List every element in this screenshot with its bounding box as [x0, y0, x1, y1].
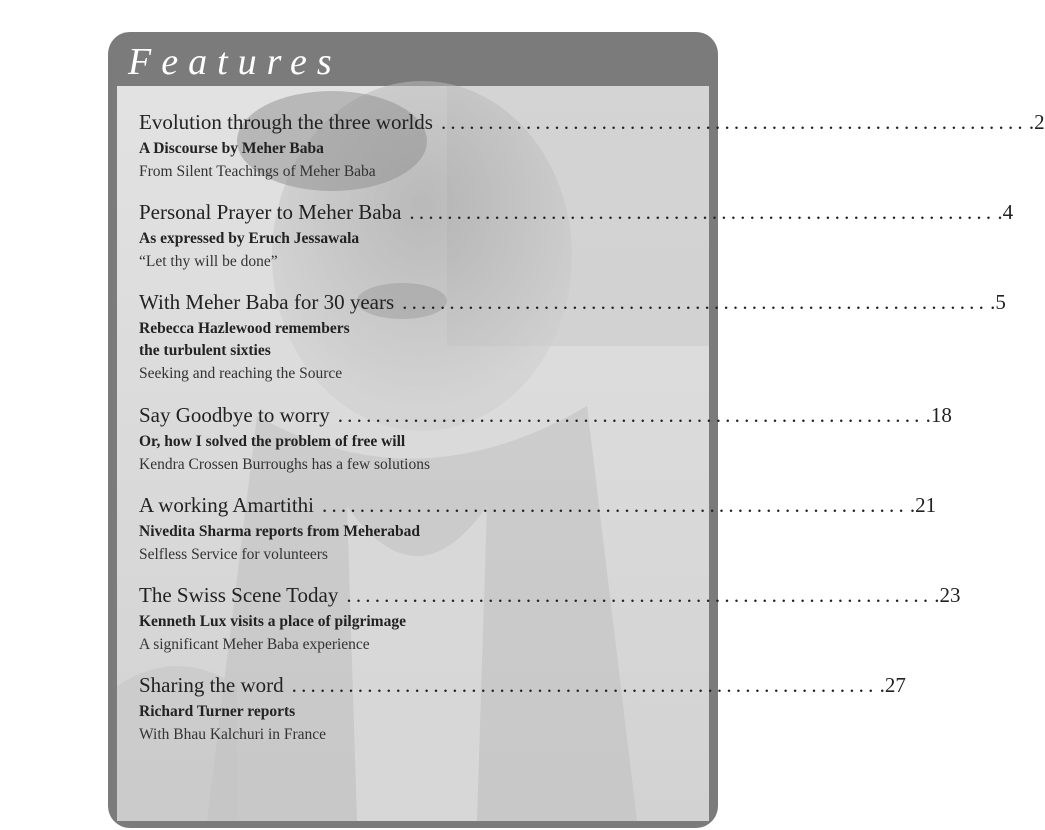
entry-byline: A Discourse by Meher Baba [139, 140, 324, 157]
entry-title[interactable]: Evolution through the three worlds [139, 110, 433, 134]
leader-dots: .............................................................. [409, 200, 996, 224]
entry-title[interactable]: Sharing the word [139, 673, 284, 697]
leader-dots: .............................................................. [337, 403, 924, 427]
page-number: .2 [1028, 110, 1045, 134]
leader-dots: .............................................................. [440, 110, 1027, 134]
entry-description: With Bhau Kalchuri in France [139, 726, 327, 743]
toc-entry[interactable] [139, 583, 961, 656]
leader-dots: .............................................................. [322, 493, 908, 517]
toc-entry[interactable] [139, 403, 952, 476]
entry-byline: Kenneth Lux visits a place of pilgrimage [139, 613, 406, 630]
entry-byline: Rebecca Hazlewood remembers [139, 320, 350, 337]
entry-description: Seeking and reaching the Source [139, 365, 343, 382]
toc-entry[interactable] [139, 290, 1006, 385]
page-number: .21 [909, 493, 937, 517]
page-number: .4 [997, 200, 1014, 224]
page-number: .23 [934, 583, 961, 607]
toc-entry[interactable] [139, 110, 1045, 183]
entry-byline: Nivedita Sharma reports from Meherabad [139, 523, 420, 540]
toc-entry[interactable] [139, 493, 937, 566]
entry-title[interactable]: Personal Prayer to Meher Baba [139, 200, 402, 224]
entry-description: Kendra Crossen Burroughs has a few solutions [139, 456, 431, 473]
entry-byline: As expressed by Eruch Jessawala [139, 230, 360, 247]
page-number: .5 [990, 290, 1006, 314]
toc-entry[interactable] [139, 200, 1014, 273]
toc-entry[interactable] [139, 673, 906, 746]
entry-byline: the turbulent sixties [139, 342, 271, 359]
entry-description: A significant Meher Baba experience [139, 636, 370, 653]
leader-dots: .............................................................. [346, 583, 933, 607]
entry-description: “Let thy will be done” [139, 253, 278, 270]
section-title: Features [128, 41, 342, 83]
entry-description: From Silent Teachings of Meher Baba [139, 163, 376, 180]
leader-dots: .............................................................. [402, 290, 989, 314]
entry-title[interactable]: With Meher Baba for 30 years [139, 290, 395, 314]
entry-byline: Richard Turner reports [139, 703, 296, 720]
entry-byline: Or, how I solved the problem of free will [139, 433, 406, 450]
entry-title[interactable]: Say Goodbye to worry [139, 403, 330, 427]
leader-dots: .............................................................. [291, 673, 878, 697]
entry-title[interactable]: The Swiss Scene Today [139, 583, 339, 607]
page-number: .27 [879, 673, 906, 697]
entry-title[interactable]: A working Amartithi [139, 493, 314, 517]
entry-description: Selfless Service for volunteers [139, 546, 328, 563]
page-number: .18 [925, 403, 952, 427]
